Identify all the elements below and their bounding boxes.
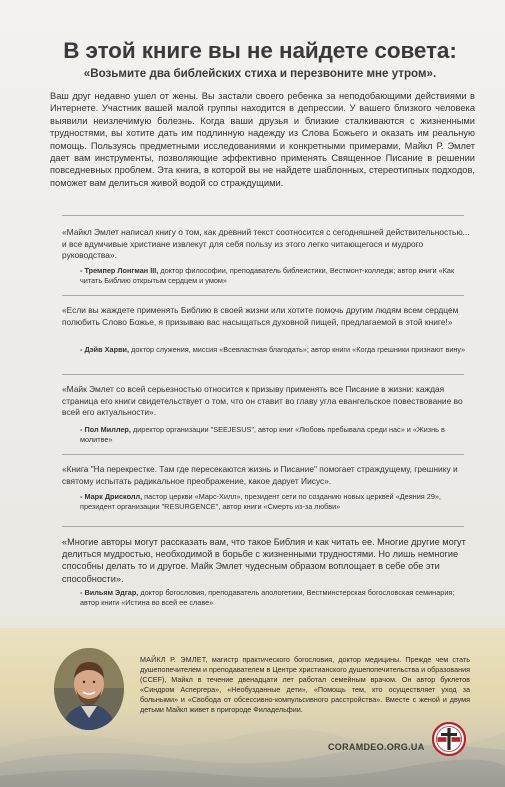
divider-line xyxy=(62,215,464,216)
endorsement-attribution-1 xyxy=(80,266,470,286)
endorsement-quote-1: «Майкл Эмлет написал книгу о том, как древний текст соотносится с сегодняшней действительностью... и все вдумчивые христиане извлекут для себя пользу из этого легко читающегося и мудрого руководства». xyxy=(62,227,470,261)
divider-line xyxy=(62,526,464,527)
cover-heading: В этой книге вы не найдете совета: xyxy=(63,38,457,63)
publisher-logo-icon xyxy=(432,722,466,756)
endorsement-quote-5: «Многие авторы могут рассказать вам, что такое Библия и как читать ее. Многие другие могут делиться мудростью, необходимой в борьбе с жизненными трудностями. Но лишь немногие способны делать то и другое. Майк Эмлет чудесным образом воплощает в себе обе эти способности». xyxy=(62,537,466,584)
cover-subheading: «Возьмите два библейских стиха и перезвоните мне утром». xyxy=(83,67,437,80)
endorsement-quote-2: «Если вы жаждете применять Библию в своей жизни или хотите помочь другим людям всем сердцем полюбить Слово Божье, я призываю вас насыщаться духовной пищей, предлагаемой в этой книге!» xyxy=(62,305,459,327)
endorsement-author-2: - Дэйв Харви, xyxy=(80,345,130,354)
author-bio xyxy=(140,655,470,714)
endorsement-role-1: доктор философии, преподаватель библеистики, Вестмонт-колледж; автор книги «Как читать Библию открытым сердцем и умом» xyxy=(80,266,455,286)
divider-line xyxy=(62,374,464,375)
author-name: МАЙКЛ Р. ЭМЛЕТ, xyxy=(140,655,208,664)
endorsement-author-5: - Вильям Эдгар, xyxy=(80,588,139,597)
endorsement-role-3: директор организации "SEEJESUS", автор книг «Любовь пребывала среди нас» и «Жизнь в молитве» xyxy=(80,425,445,445)
endorsement-attribution-3 xyxy=(80,425,470,445)
endorsement-role-5: доктор богословия, преподаватель апологетики, Вестминстерская богословская семинария; автор книги «Истина во всей ее славе» xyxy=(80,588,455,608)
endorsement-attribution-5 xyxy=(80,588,470,608)
divider-line xyxy=(62,295,464,296)
endorsement-author-3: - Пол Миллер, xyxy=(80,425,131,434)
author-photo xyxy=(54,648,124,730)
endorsement-author-1: - Тремпер Лонгман III, xyxy=(80,266,159,275)
endorsement-quote-4: «Книга "На перекрестке. Там где пересекаются жизнь и Писание" помогает страждущему, грешнику и святому испытать радикальное преображение, какое дарует Иисус». xyxy=(62,464,458,486)
endorsement-quote-3: «Майк Эмлет со всей серьезностью относится к призыву применять все Писание в жизни: каждая страница его книги свидетельствует о том, что он ставит во главу угла евангельское повествование во всей его актуальности». xyxy=(62,384,463,418)
endorsement-role-2: доктор служения, миссия «Всевластная благодать»; автор книги «Когда грешники признают вину» xyxy=(129,345,466,354)
publisher-website: CORAMDEO.ORG.UA xyxy=(328,742,425,752)
endorsement-attribution-2 xyxy=(80,345,470,355)
endorsement-attribution-4 xyxy=(80,492,470,512)
divider-line xyxy=(62,454,464,455)
intro-paragraph: Ваш друг недавно ушел от жены. Вы застали своего ребенка за неподобающими действиями в Интернете. Участник вашей малой группы находится в депрессии. У вашего близкого человека выявили неизлечимую болезнь. Когда ваши друзья и близкие сталкиваются с жизненными трудностями, вы хотите дать им подлинную надежду из Слова Божьего и оказать им реальную помощь. Пользуясь предметными исследованиями и конкретными примерами, Майкл Р. Эмлет дает вам инструменты, позволяющие эффективно применять Священное Писание в решении повседневных проблем. Эта книга, в которой вы не найдете шаблонных, стереотипных подходов, поможет вам делиться живой водой со страждущими. xyxy=(50,91,475,188)
endorsement-role-4: пастор церкви «Марс-Хилл», президент сети по созданию новых церквей «Деяния 29», президент организации "RESURGENCE", автор книги «Смерть из-за любви» xyxy=(80,492,441,512)
author-bio-text: магистр практического богословия, доктор медицины. Прежде чем стать душепопечителем и преподавателем в Центре христианского душепопечительства и образования (CCEF), Майкл в течение двенадцати лет работал семейным врачом. Он автор буклетов «Синдром Аспергера», «Необузданные дети», «Помощь тем, кто осуществляет уход за больными» и «Свобода от обсессивно-компульсивного расстройства». Вместе с женой и двумя детьми Майкл живет в пригороде Филадельфии. xyxy=(140,655,471,714)
endorsement-author-4: - Марк Дрисколл, xyxy=(80,492,143,501)
